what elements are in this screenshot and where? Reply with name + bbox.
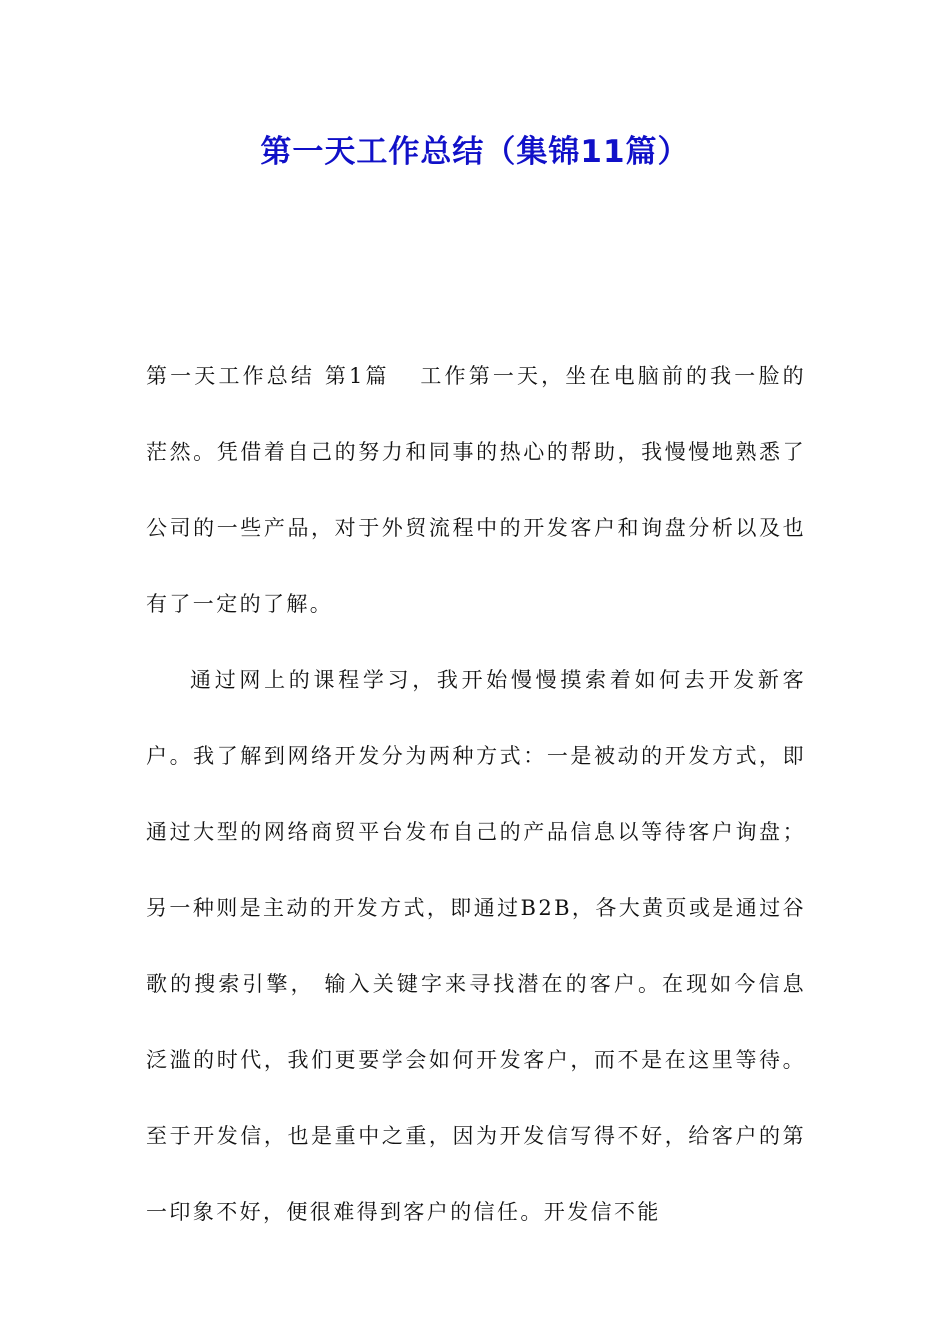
document-body [146,338,806,1250]
paragraph-1-text: 工作第一天，坐在电脑前的我一脸的茫然。凭借着自己的努力和同事的热心的帮助，我慢慢地熟悉了公司的一些产品，对于外贸流程中的开发客户和询盘分析以及也有了一定的了解。 [146,364,806,616]
paragraph-1 [146,338,806,642]
document-title: 第一天工作总结（集锦11篇） [260,134,690,170]
paragraph-2: 通过网上的课程学习，我开始慢慢摸索着如何去开发新客户。我了解到网络开发分为两种方式：一是被动的开发方式，即通过大型的网络商贸平台发布自己的产品信息以等待客户询盘；另一种则是主动的开发方式，即通过B2B，各大黄页或是通过谷歌的搜索引擎， 输入关键字来寻找潜在的客户。在现如今信息泛滥的时代，我们更要学会如何开发客户，而不是在这里等待。至于开发信，也是重中之重，因为开发信写得不好，给客户的第一印象不好，便很难得到客户的信任。开发信不能 [146,668,806,1224]
section-heading: 第一天工作总结 第1篇 [146,364,390,388]
